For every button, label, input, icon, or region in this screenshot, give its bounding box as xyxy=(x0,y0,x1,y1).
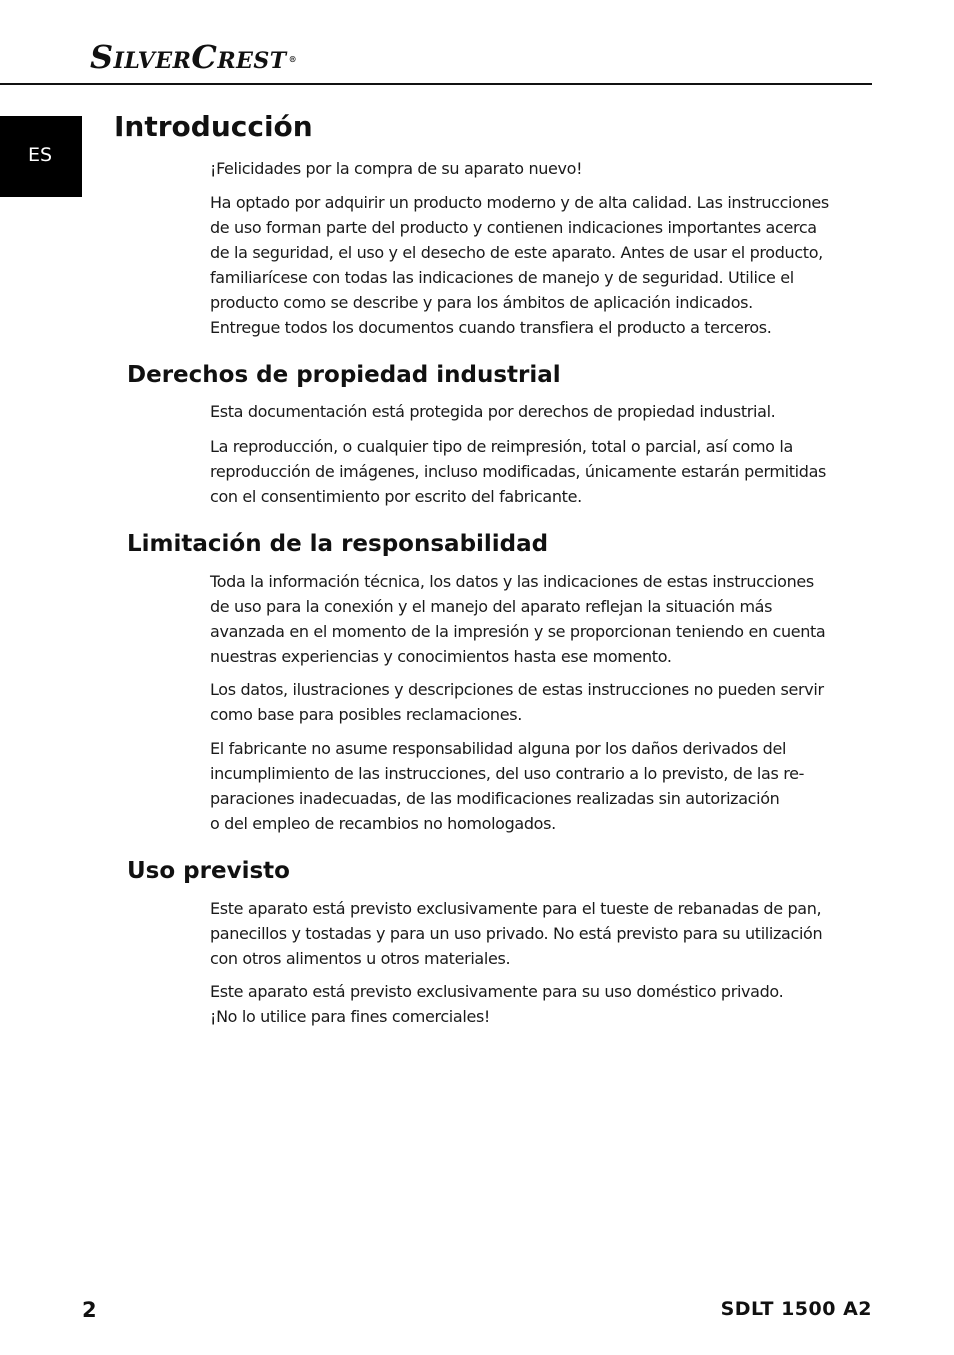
page-number: 2 xyxy=(82,1298,97,1322)
liability-paragraph-1 xyxy=(210,569,825,669)
text-line: con el consentimiento por escrito del fabricante. xyxy=(210,487,582,506)
text-line: Entregue todos los documentos cuando transfiera el producto a terceros. xyxy=(210,318,772,337)
liability-paragraph-2 xyxy=(210,677,824,727)
section-title-derechos: Derechos de propiedad industrial xyxy=(127,362,561,388)
text-line: panecillos y tostadas y para un uso privado. No está previsto para su utilización xyxy=(210,924,823,943)
section-title-uso-previsto: Uso previsto xyxy=(127,858,290,884)
text-line: ¡Felicidades por la compra de su aparato nuevo! xyxy=(210,159,583,178)
text-line: de la seguridad, el uso y el desecho de este aparato. Antes de usar el producto, xyxy=(210,243,823,262)
text-line: de uso para la conexión y el manejo del aparato reflejan la situación más xyxy=(210,597,773,616)
text-line: de uso forman parte del producto y contienen indicaciones importantes acerca xyxy=(210,218,817,237)
text-line: o del empleo de recambios no homologados. xyxy=(210,814,556,833)
text-line: con otros alimentos u otros materiales. xyxy=(210,949,511,968)
text-line: avanzada en el momento de la impresión y se proporcionan teniendo en cuenta xyxy=(210,622,826,641)
text-line: Esta documentación está protegida por derechos de propiedad industrial. xyxy=(210,402,776,421)
liability-paragraph-3 xyxy=(210,736,804,836)
section-title-limitacion: Limitación de la responsabilidad xyxy=(127,531,549,557)
text-line: Ha optado por adquirir un producto moderno y de alta calidad. Las instrucciones xyxy=(210,193,829,212)
text-line: Toda la información técnica, los datos y las indicaciones de estas instrucciones xyxy=(210,572,814,591)
text-line: reproducción de imágenes, incluso modificadas, únicamente estarán permitidas xyxy=(210,462,827,481)
ip-paragraph-1 xyxy=(210,399,775,424)
intro-paragraph-2 xyxy=(210,190,829,340)
text-line: Los datos, ilustraciones y descripciones de estas instrucciones no pueden servir xyxy=(210,680,824,699)
header-rule xyxy=(0,83,872,85)
model-number: SDLT 1500 A2 xyxy=(720,1298,872,1320)
text-line: familiarícese con todas las indicaciones de manejo y de seguridad. Utilice el xyxy=(210,268,794,287)
text-line: Este aparato está previsto exclusivamente para el tueste de rebanadas de pan, xyxy=(210,899,822,918)
text-line: El fabricante no asume responsabilidad alguna por los daños derivados del xyxy=(210,739,787,758)
language-code: ES xyxy=(28,144,53,166)
intended-paragraph-2 xyxy=(210,979,783,1029)
text-line: incumplimiento de las instrucciones, del uso contrario a lo previsto, de las re- xyxy=(210,764,805,783)
intended-paragraph-1 xyxy=(210,896,822,971)
text-line: nuestras experiencias y conocimientos hasta ese momento. xyxy=(210,647,672,666)
intro-paragraph-1 xyxy=(210,156,582,181)
brand-logo: SILVERCREST ® xyxy=(90,38,298,76)
text-line: ¡No lo utilice para fines comerciales! xyxy=(210,1007,490,1026)
text-line: La reproducción, o cualquier tipo de reimpresión, total o parcial, así como la xyxy=(210,437,793,456)
text-line: Este aparato está previsto exclusivamente para su uso doméstico privado. xyxy=(210,982,784,1001)
ip-paragraph-2 xyxy=(210,434,826,509)
text-line: paraciones inadecuadas, de las modificaciones realizadas sin autorización xyxy=(210,789,780,808)
text-line: como base para posibles reclamaciones. xyxy=(210,705,522,724)
section-title-introduccion: Introducción xyxy=(114,110,313,143)
text-line: producto como se describe y para los ámbitos de aplicación indicados. xyxy=(210,293,753,312)
language-tab xyxy=(0,116,82,197)
